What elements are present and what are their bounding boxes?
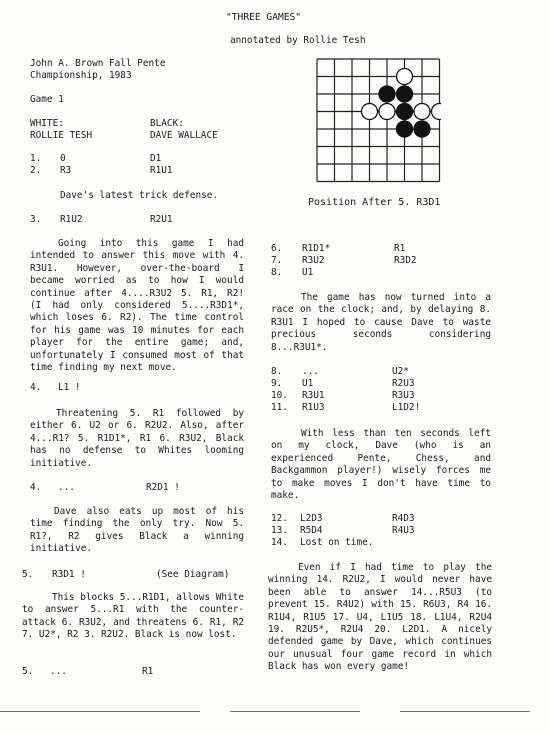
white-move: U1 — [302, 267, 314, 278]
white-move: R3U1 — [302, 390, 325, 401]
move-number: 4. — [30, 382, 42, 393]
move-number: 8. — [271, 366, 283, 377]
white-stone — [397, 69, 413, 85]
annotation-paragraph: Dave also eats up most of his time finding the only try. Now 5. R1?, R2 gives Black a winning initiative. — [30, 506, 244, 555]
white-move: ... — [302, 366, 319, 377]
move-number: 3. — [30, 214, 42, 225]
black-move: R2U1 — [150, 214, 173, 225]
white-stone — [379, 104, 395, 120]
white-move: L1 ! — [58, 382, 81, 393]
move-number: 9. — [271, 378, 283, 389]
black-move: R3D2 — [394, 255, 417, 266]
white-move: R1U3 — [302, 402, 325, 413]
white-move: R1D1* — [302, 243, 331, 254]
move-number: 2. — [30, 165, 42, 176]
page-rule — [230, 711, 360, 712]
white-move: Lost on time. — [300, 537, 374, 548]
annotation-paragraph: Going into this game I had intended to answer this move with 4. R3U1. However, over-the-board I became worried as to how I would continue after 4....R3U2 5. R1, R2! (I had only considered 5....R3D1*, which loses 6. R2). The time control for his game was 10 minutes for each player for the entire game; and, unfortunately I consumed most of that time finding my next move. — [30, 238, 244, 374]
page-rule — [0, 711, 200, 712]
annotation-paragraph: Even if I had time to play the winning 14. R2U2, I would never have been able to answer 14...R5U3 (to prevent 15. R4U2) with 15. R6U3, R4 16. R1U4, R1U5 17. U4, L1U5 18. L1U4, R2U4 19. R2U5*, R2U4 20. L2D1. A nicely defended game by Dave, which continues our unusual four game record in which Black has won every game! — [268, 562, 492, 673]
white-move: R5D4 — [300, 525, 323, 536]
white-stone — [362, 104, 378, 120]
black-player-name: DAVE WALLACE — [150, 130, 218, 141]
white-move: L2D3 — [300, 513, 323, 524]
move-number: 10. — [271, 390, 288, 401]
move-number: 7. — [271, 255, 283, 266]
annotation-paragraph: Threatening 5. R1 followed by either 6. U2 or 6. R2U2. Also, after 4...R1? 5. R1D1*, R1 6. R3U2, Black has no defense to Whites looming initiative. — [30, 408, 244, 469]
diagram-caption: Position After 5. R3D1 — [308, 197, 441, 208]
white-stone — [414, 104, 430, 120]
black-label: BLACK: — [150, 118, 184, 129]
annotation-paragraph: The game has now turned into a race on the clock; and, by delaying 8. R3U1 I hoped to cause Dave to waste precious seconds considering 8...R3U1*. — [271, 292, 491, 353]
black-stone — [397, 86, 413, 102]
white-move: R1U2 — [60, 214, 83, 225]
move-number: 4. — [30, 482, 42, 493]
white-move: ... — [50, 666, 67, 677]
page-rule — [400, 711, 530, 712]
black-move: R4D3 — [392, 513, 415, 524]
black-stone — [397, 121, 413, 137]
black-move: R3U3 — [392, 390, 415, 401]
move-number: 11. — [271, 402, 288, 413]
move-number: 1. — [30, 153, 42, 164]
white-move: 0 — [60, 153, 66, 164]
move-number: 5. — [22, 666, 34, 677]
white-move: ... — [58, 482, 75, 493]
diagram-reference: (See Diagram) — [156, 569, 230, 580]
move-number: 8. — [271, 267, 283, 278]
black-move: R1 — [394, 243, 406, 254]
black-move: R2U3 — [392, 378, 415, 389]
black-stone — [414, 121, 430, 137]
white-move: U1 — [302, 378, 314, 389]
black-move: U2* — [392, 366, 409, 377]
article-title: "THREE GAMES" — [226, 12, 302, 23]
black-move: D1 — [150, 153, 162, 164]
black-move: L1D2! — [392, 402, 421, 413]
white-move: R3U2 — [302, 255, 325, 266]
white-player-name: ROLLIE TESH — [30, 130, 93, 141]
pente-board-diagram — [313, 55, 441, 183]
annotation-paragraph: With less than ten seconds left on my clock, Dave (who is an experienced Pente, Chess, and Backgammon player!) wisely forces me to make moves I don't have time to make. — [271, 428, 491, 502]
black-move: R2D1 ! — [146, 482, 180, 493]
annotation-paragraph: This blocks 5...R1D1, allows White to answer 5...R1 with the counter-attack 6. R3U2, and threatens 6. R1, R2 7. U2*, R2 3. R2U2. Black is now lost. — [22, 592, 244, 641]
white-move: R3D1 ! — [52, 569, 86, 580]
black-move: R1 — [142, 666, 154, 677]
black-move: R4U3 — [392, 525, 415, 536]
white-stone — [432, 104, 442, 120]
game-label: Game 1 — [30, 94, 64, 105]
white-move: R3 — [60, 165, 72, 176]
black-move: R1U1 — [150, 165, 173, 176]
black-stone — [397, 104, 413, 120]
black-stone — [379, 86, 395, 102]
white-label: WHITE: — [30, 118, 64, 129]
move-number: 12. — [271, 513, 288, 524]
move-number: 14. — [271, 537, 288, 548]
move-number: 13. — [271, 525, 288, 536]
move-number: 5. — [22, 569, 34, 580]
move-number: 6. — [271, 243, 283, 254]
annotation-note: Dave's latest trick defense. — [60, 190, 219, 201]
event-line-2: Championship, 1983 — [30, 70, 132, 81]
event-line-1: John A. Brown Fall Pente — [30, 58, 166, 69]
annotator-line: annotated by Rollie Tesh — [230, 35, 366, 46]
